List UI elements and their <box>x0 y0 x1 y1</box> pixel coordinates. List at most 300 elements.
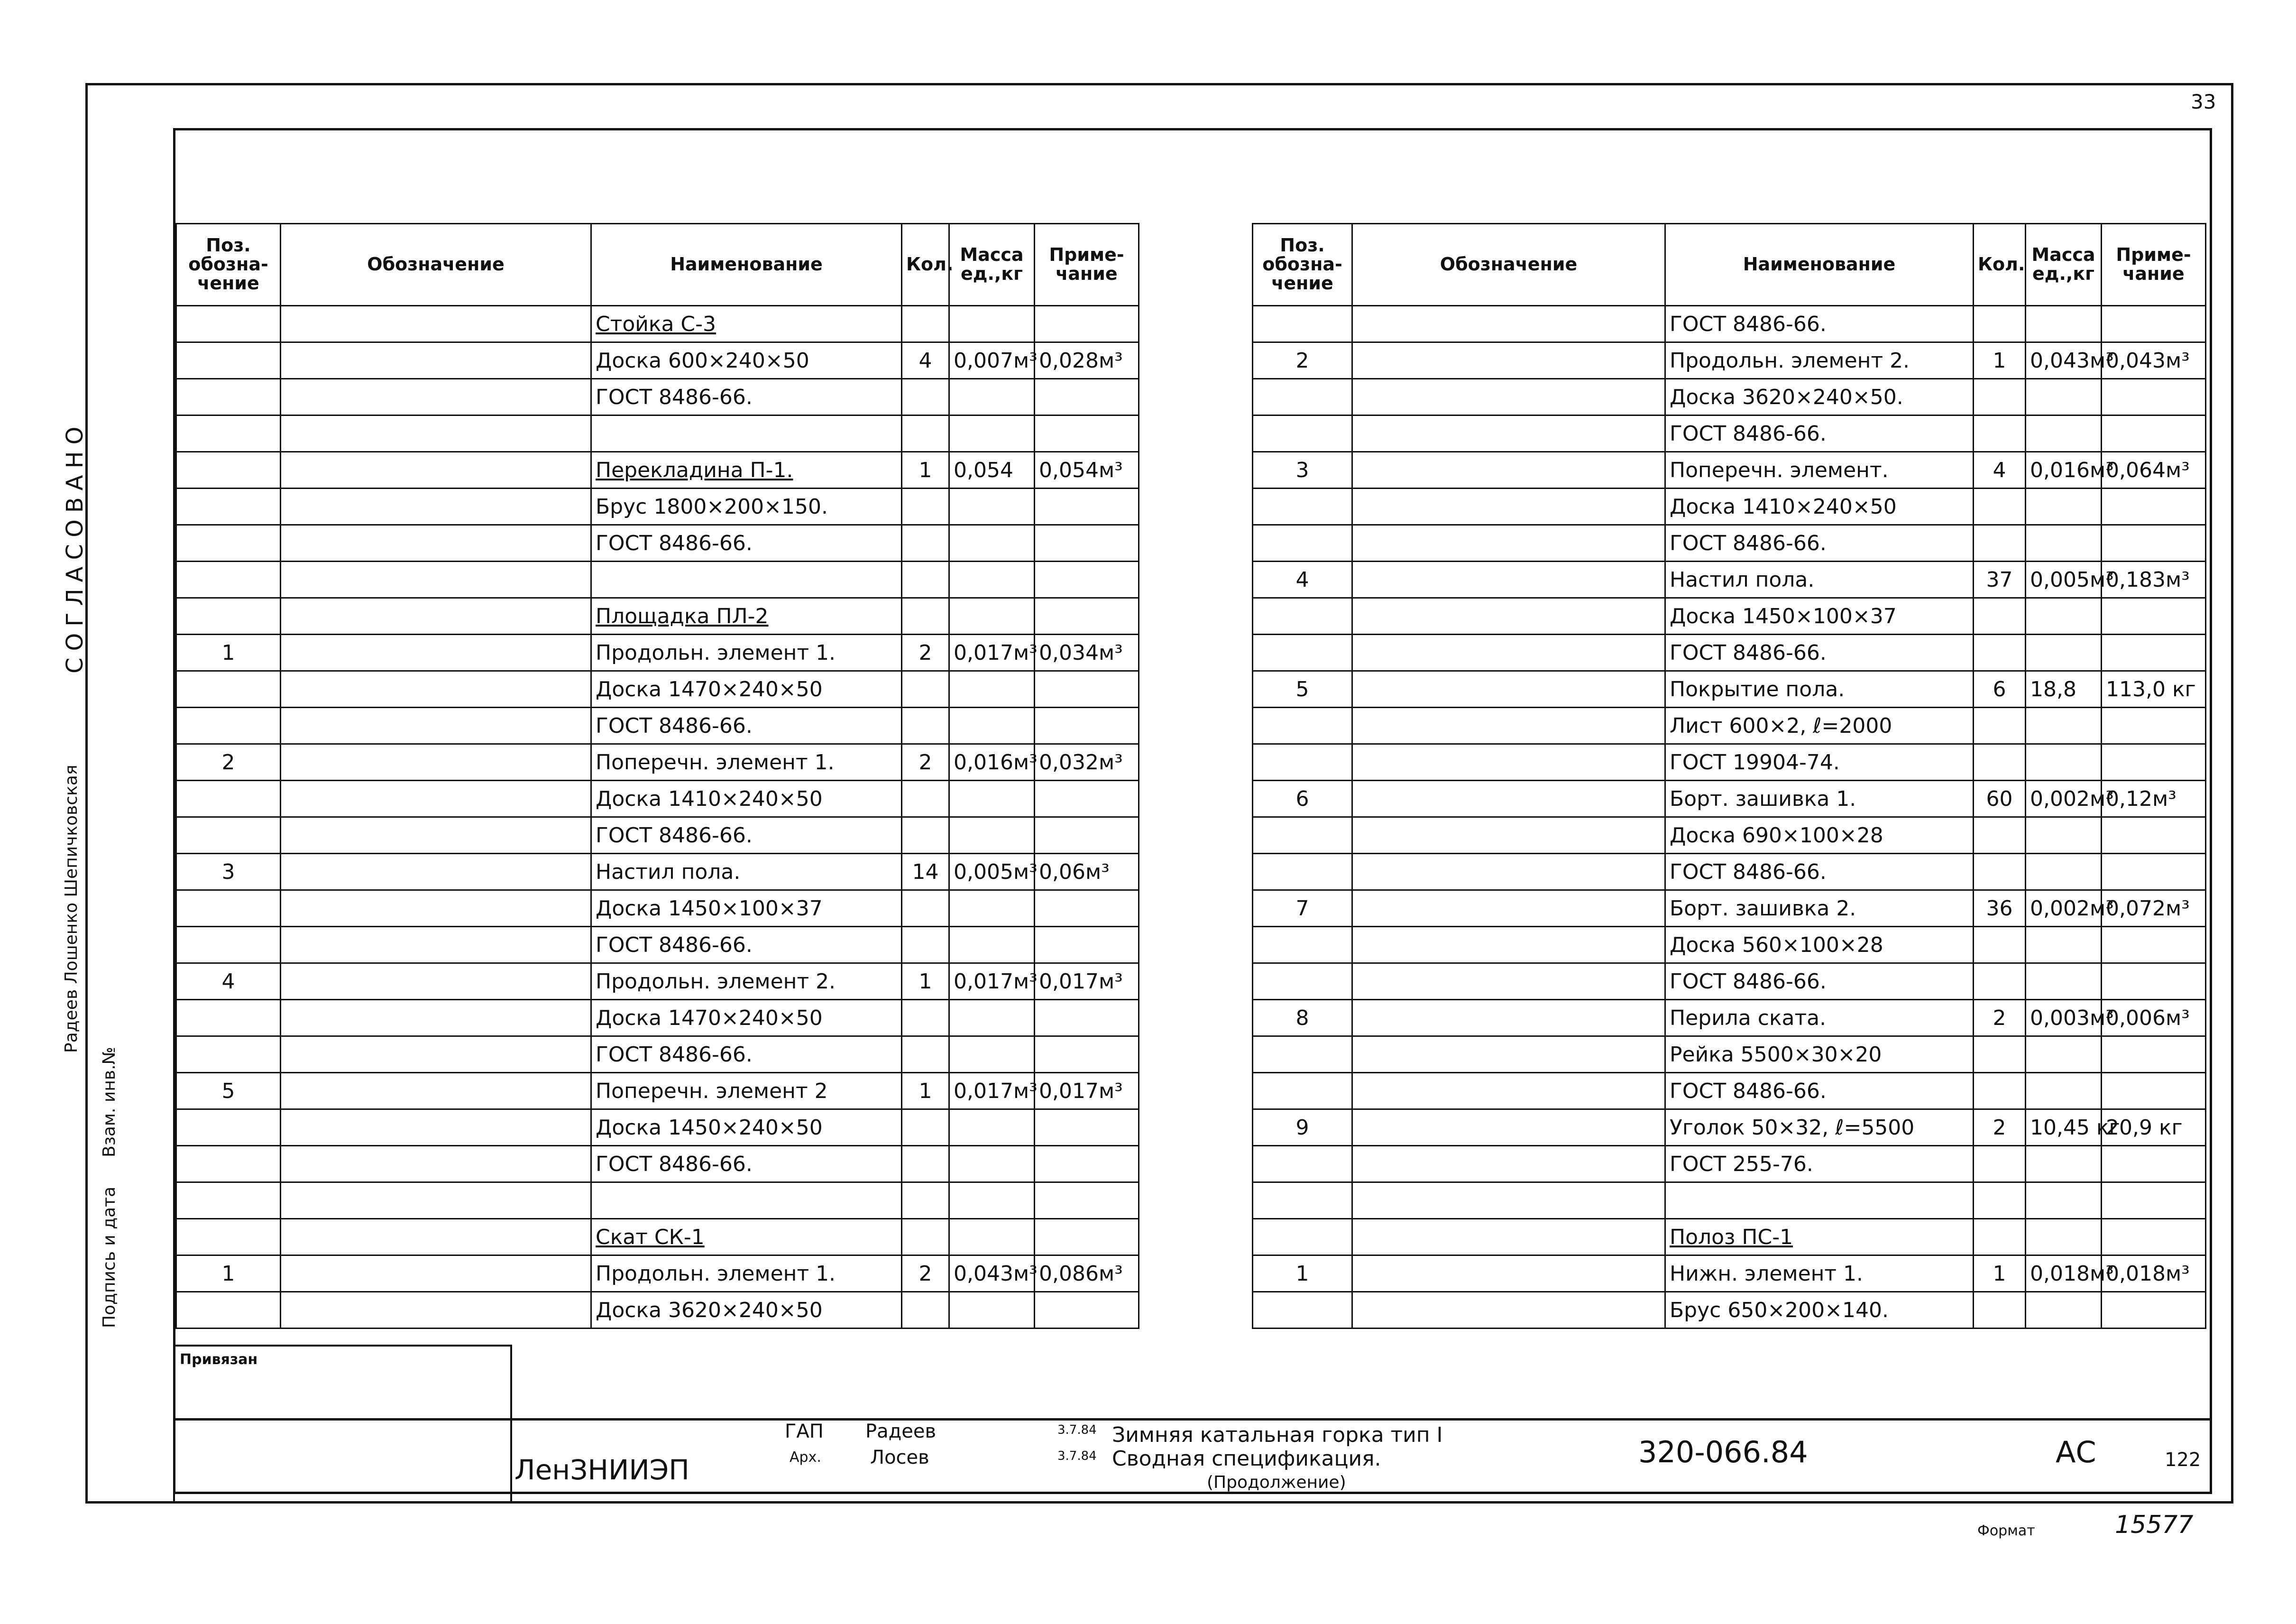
mass-cell: 0,007м³ <box>949 342 1035 379</box>
qty-cell <box>902 890 949 927</box>
table-row <box>1253 415 2206 452</box>
mass-cell <box>2026 854 2102 890</box>
pos-cell <box>1253 1292 1352 1329</box>
qty-cell: 2 <box>902 744 949 781</box>
col-name: Наименование <box>1665 224 1974 306</box>
mass-cell <box>949 415 1035 452</box>
pos-cell: 3 <box>1253 452 1352 489</box>
qty-cell <box>902 817 949 854</box>
designation-cell <box>1352 1292 1665 1329</box>
table-row <box>1253 1292 2206 1329</box>
table-row <box>1253 1073 2206 1109</box>
note-cell: 0,028м³ <box>1035 342 1139 379</box>
note-cell <box>2102 1036 2206 1073</box>
qty-cell: 1 <box>1974 342 2026 379</box>
pos-cell <box>1253 963 1352 1000</box>
pos-cell: 5 <box>176 1073 281 1109</box>
pos-cell <box>176 708 281 744</box>
note-cell: 0,064м³ <box>2102 452 2206 489</box>
table-row <box>176 306 1139 342</box>
qty-cell <box>1974 854 2026 890</box>
table-row <box>1253 489 2206 525</box>
table-row <box>176 562 1139 598</box>
note-cell <box>2102 927 2206 963</box>
designation-cell <box>1352 1000 1665 1036</box>
designation-cell <box>281 1255 591 1292</box>
pos-cell: 3 <box>176 854 281 890</box>
mass-cell <box>2026 1292 2102 1329</box>
name-cell <box>591 562 902 598</box>
pos-cell <box>176 1292 281 1329</box>
role-chief: Арх. <box>790 1449 821 1466</box>
doc-code: 320-066.84 <box>1638 1435 1808 1469</box>
qty-cell: 1 <box>902 452 949 489</box>
table-row <box>176 744 1139 781</box>
name-cell: Нижн. элемент 1. <box>1665 1255 1974 1292</box>
pos-cell <box>176 342 281 379</box>
pos-cell <box>176 452 281 489</box>
designation-cell <box>1352 562 1665 598</box>
pos-cell <box>176 525 281 562</box>
qty-cell <box>902 781 949 817</box>
table-row <box>176 1109 1139 1146</box>
name-cell: Доска 600×240×50 <box>591 342 902 379</box>
table-row <box>1253 598 2206 635</box>
name-cell: Доска 1450×240×50 <box>591 1109 902 1146</box>
table-row <box>1253 635 2206 671</box>
doc-title-2: Сводная спецификация. <box>1112 1447 1381 1471</box>
table-row <box>1253 1000 2206 1036</box>
designation-cell <box>1352 781 1665 817</box>
note-cell <box>2102 635 2206 671</box>
note-cell: 0,086м³ <box>1035 1255 1139 1292</box>
name-cell: Рейка 5500×30×20 <box>1665 1036 1974 1073</box>
note-cell <box>1035 306 1139 342</box>
mass-cell <box>2026 489 2102 525</box>
name-cell: Доска 1470×240×50 <box>591 671 902 708</box>
col-name: Наименование <box>591 224 902 306</box>
qty-cell <box>1974 598 2026 635</box>
mass-cell <box>949 306 1035 342</box>
qty-cell: 2 <box>902 635 949 671</box>
mass-cell <box>949 1182 1035 1219</box>
table-row <box>176 452 1139 489</box>
name-cell: Продольн. элемент 2. <box>1665 342 1974 379</box>
designation-cell <box>281 1073 591 1109</box>
name-cell: Полоз ПС-1 <box>1665 1219 1974 1255</box>
designation-cell <box>1352 415 1665 452</box>
table-row <box>176 1292 1139 1329</box>
name-cell: Доска 560×100×28 <box>1665 927 1974 963</box>
table-row <box>176 1073 1139 1109</box>
designation-cell <box>1352 817 1665 854</box>
pos-cell <box>1253 635 1352 671</box>
qty-cell: 60 <box>1974 781 2026 817</box>
table-row <box>176 598 1139 635</box>
mass-cell <box>2026 635 2102 671</box>
pos-cell <box>1253 744 1352 781</box>
designation-cell <box>281 635 591 671</box>
table-row <box>1253 671 2206 708</box>
mass-cell: 0,002м³ <box>2026 781 2102 817</box>
qty-cell <box>902 1146 949 1182</box>
table-row <box>176 415 1139 452</box>
qty-cell <box>1974 1292 2026 1329</box>
designation-cell <box>281 342 591 379</box>
name-cell: Доска 1410×240×50 <box>591 781 902 817</box>
designation-cell <box>281 890 591 927</box>
pos-cell: 8 <box>1253 1000 1352 1036</box>
table-row <box>176 963 1139 1000</box>
mass-cell <box>2026 1219 2102 1255</box>
name-cell: Брус 1800×200×150. <box>591 489 902 525</box>
designation-cell <box>1352 671 1665 708</box>
mass-cell <box>2026 525 2102 562</box>
pos-cell <box>1253 1182 1352 1219</box>
table-row <box>176 671 1139 708</box>
note-cell <box>1035 525 1139 562</box>
mass-cell: 0,016м³ <box>949 744 1035 781</box>
designation-cell <box>281 963 591 1000</box>
mass-cell: 18,8 <box>2026 671 2102 708</box>
designation-cell <box>281 306 591 342</box>
qty-cell <box>902 1000 949 1036</box>
name-cell: Лист 600×2, ℓ=2000 <box>1665 708 1974 744</box>
table-row <box>1253 927 2206 963</box>
mass-cell: 0,005м³ <box>2026 562 2102 598</box>
designation-cell <box>281 1109 591 1146</box>
name-cell: Поперечн. элемент 1. <box>591 744 902 781</box>
col-qty: Кол. <box>902 224 949 306</box>
mass-cell: 0,054 <box>949 452 1035 489</box>
pos-cell <box>1253 817 1352 854</box>
qty-cell <box>1974 489 2026 525</box>
note-cell <box>1035 927 1139 963</box>
qty-cell <box>902 525 949 562</box>
pos-cell <box>176 781 281 817</box>
pos-cell: 4 <box>1253 562 1352 598</box>
qty-cell: 1 <box>902 963 949 1000</box>
qty-cell <box>1974 708 2026 744</box>
note-cell <box>1035 1000 1139 1036</box>
org-name: ЛенЗНИИЭП <box>514 1454 689 1486</box>
table-row <box>1253 1255 2206 1292</box>
pos-cell <box>176 415 281 452</box>
note-cell <box>1035 415 1139 452</box>
name-cell: ГОСТ 255-76. <box>1665 1146 1974 1182</box>
name-cell <box>591 1182 902 1219</box>
pos-cell <box>176 379 281 415</box>
pos-cell: 1 <box>1253 1255 1352 1292</box>
note-cell <box>1035 379 1139 415</box>
name-cell: Поперечн. элемент 2 <box>591 1073 902 1109</box>
note-cell <box>2102 1219 2206 1255</box>
qty-cell <box>902 562 949 598</box>
format-label: Формат <box>1977 1522 2035 1539</box>
role-gap: ГАП <box>785 1421 824 1442</box>
pos-cell: 2 <box>1253 342 1352 379</box>
designation-cell <box>281 1146 591 1182</box>
side-agreed: СОГЛАСОВАНО <box>62 420 88 674</box>
table-row <box>176 817 1139 854</box>
pos-cell <box>176 1000 281 1036</box>
pos-cell: 7 <box>1253 890 1352 927</box>
name-cell: Продольн. элемент 1. <box>591 635 902 671</box>
designation-cell <box>281 817 591 854</box>
table-row <box>176 1000 1139 1036</box>
qty-cell <box>1974 379 2026 415</box>
col-designation: Обозначение <box>1352 224 1665 306</box>
pos-cell <box>176 489 281 525</box>
table-row <box>1253 452 2206 489</box>
name-cell: Доска 1450×100×37 <box>1665 598 1974 635</box>
note-cell <box>2102 489 2206 525</box>
designation-cell <box>1352 525 1665 562</box>
date-1: 3.7.84 <box>1057 1423 1097 1437</box>
designation-cell <box>281 1000 591 1036</box>
mass-cell <box>949 379 1035 415</box>
col-mass: Масса ед.,кг <box>2026 224 2102 306</box>
qty-cell <box>1974 1219 2026 1255</box>
mass-cell <box>2026 1182 2102 1219</box>
table-row <box>176 708 1139 744</box>
note-cell: 0,072м³ <box>2102 890 2206 927</box>
qty-cell <box>1974 744 2026 781</box>
name-cell: ГОСТ 8486-66. <box>1665 635 1974 671</box>
designation-cell <box>1352 1146 1665 1182</box>
table-row <box>176 781 1139 817</box>
qty-cell <box>1974 927 2026 963</box>
table-row <box>1253 1109 2206 1146</box>
mass-cell <box>2026 415 2102 452</box>
qty-cell: 6 <box>1974 671 2026 708</box>
table-row <box>176 489 1139 525</box>
pos-cell <box>1253 525 1352 562</box>
mass-cell <box>949 1292 1035 1329</box>
mass-cell: 10,45 кг <box>2026 1109 2102 1146</box>
name-cell: ГОСТ 8486-66. <box>591 379 902 415</box>
col-designation: Обозначение <box>281 224 591 306</box>
table-row <box>176 1182 1139 1219</box>
col-note: Приме- чание <box>1035 224 1139 306</box>
table-row <box>1253 1146 2206 1182</box>
qty-cell: 2 <box>1974 1109 2026 1146</box>
note-cell <box>2102 525 2206 562</box>
mass-cell <box>949 598 1035 635</box>
doc-title-3: (Продолжение) <box>1207 1473 1346 1492</box>
mass-cell <box>2026 927 2102 963</box>
pos-cell <box>176 1219 281 1255</box>
designation-cell <box>281 598 591 635</box>
table-row <box>1253 342 2206 379</box>
qty-cell <box>1974 525 2026 562</box>
stage: АС <box>2056 1435 2096 1469</box>
note-cell: 0,017м³ <box>1035 963 1139 1000</box>
side-names: Радеев Лошенко Шепичковская <box>62 765 81 1053</box>
designation-cell <box>1352 890 1665 927</box>
qty-cell <box>902 1036 949 1073</box>
mass-cell: 0,018м³ <box>2026 1255 2102 1292</box>
mass-cell: 0,017м³ <box>949 1073 1035 1109</box>
name-cell <box>591 415 902 452</box>
mass-cell: 0,003м³ <box>2026 1000 2102 1036</box>
mass-cell: 0,017м³ <box>949 635 1035 671</box>
table-row <box>176 854 1139 890</box>
qty-cell <box>1974 415 2026 452</box>
name-cell: ГОСТ 8486-66. <box>1665 525 1974 562</box>
qty-cell <box>902 1219 949 1255</box>
side-inv: Взам. инв.№ <box>100 1047 119 1157</box>
qty-cell: 1 <box>1974 1255 2026 1292</box>
qty-cell <box>902 1109 949 1146</box>
note-cell <box>2102 379 2206 415</box>
note-cell <box>1035 1036 1139 1073</box>
designation-cell <box>1352 379 1665 415</box>
pos-cell <box>1253 306 1352 342</box>
note-cell <box>2102 306 2206 342</box>
qty-cell <box>902 598 949 635</box>
mass-cell <box>949 1219 1035 1255</box>
table-row <box>1253 744 2206 781</box>
col-note: Приме- чание <box>2102 224 2206 306</box>
mass-cell <box>2026 1073 2102 1109</box>
pos-cell: 2 <box>176 744 281 781</box>
pos-cell: 9 <box>1253 1109 1352 1146</box>
name-cell: Доска 690×100×28 <box>1665 817 1974 854</box>
name-cell: Перила ската. <box>1665 1000 1974 1036</box>
mass-cell <box>2026 708 2102 744</box>
name-cell <box>1665 1182 1974 1219</box>
name-cell: Борт. зашивка 1. <box>1665 781 1974 817</box>
designation-cell <box>1352 927 1665 963</box>
pos-cell <box>1253 1146 1352 1182</box>
table-row <box>1253 854 2206 890</box>
name-cell: Доска 3620×240×50. <box>1665 379 1974 415</box>
designation-cell <box>281 708 591 744</box>
qty-cell <box>1974 1146 2026 1182</box>
qty-cell: 4 <box>1974 452 2026 489</box>
designation-cell <box>1352 708 1665 744</box>
bound-label: Привязан <box>180 1351 258 1368</box>
mass-cell <box>2026 744 2102 781</box>
designation-cell <box>1352 1073 1665 1109</box>
name-cell: Покрытие пола. <box>1665 671 1974 708</box>
designation-cell <box>281 671 591 708</box>
pos-cell: 4 <box>176 963 281 1000</box>
mass-cell <box>949 927 1035 963</box>
name-cell: ГОСТ 8486-66. <box>591 708 902 744</box>
designation-cell <box>1352 1109 1665 1146</box>
pos-cell <box>1253 927 1352 963</box>
note-cell <box>1035 1146 1139 1182</box>
designation-cell <box>1352 744 1665 781</box>
note-cell: 0,054м³ <box>1035 452 1139 489</box>
designation-cell <box>1352 1255 1665 1292</box>
note-cell <box>1035 817 1139 854</box>
mass-cell <box>949 890 1035 927</box>
pos-cell <box>1253 598 1352 635</box>
pos-cell <box>176 562 281 598</box>
name-cell: Настил пола. <box>591 854 902 890</box>
note-cell <box>2102 598 2206 635</box>
designation-cell <box>1352 598 1665 635</box>
pos-cell <box>1253 415 1352 452</box>
name-cell: Продольн. элемент 2. <box>591 963 902 1000</box>
note-cell <box>1035 1182 1139 1219</box>
name-cell: Скат СК-1 <box>591 1219 902 1255</box>
title-block <box>173 1418 2212 1504</box>
name-cell: ГОСТ 8486-66. <box>591 817 902 854</box>
name-cell: Уголок 50×32, ℓ=5500 <box>1665 1109 1974 1146</box>
note-cell: 0,018м³ <box>2102 1255 2206 1292</box>
designation-cell <box>281 744 591 781</box>
name-cell: ГОСТ 8486-66. <box>1665 306 1974 342</box>
mass-cell <box>949 708 1035 744</box>
note-cell <box>1035 890 1139 927</box>
designation-cell <box>281 525 591 562</box>
name-cell: Настил пола. <box>1665 562 1974 598</box>
table-row <box>1253 817 2206 854</box>
format-num: 15577 <box>2115 1511 2194 1539</box>
qty-cell: 2 <box>1974 1000 2026 1036</box>
designation-cell <box>281 1182 591 1219</box>
name-cell: ГОСТ 8486-66. <box>591 525 902 562</box>
name-cell: Брус 650×200×140. <box>1665 1292 1974 1329</box>
qty-cell <box>902 708 949 744</box>
note-cell <box>2102 1292 2206 1329</box>
qty-cell: 14 <box>902 854 949 890</box>
qty-cell <box>902 671 949 708</box>
sheet-number: 122 <box>2165 1449 2201 1471</box>
name-cell: Перекладина П-1. <box>591 452 902 489</box>
table-row <box>1253 708 2206 744</box>
page-number: 33 <box>2191 90 2216 113</box>
mass-cell <box>949 525 1035 562</box>
pos-cell <box>176 671 281 708</box>
mass-cell <box>949 1000 1035 1036</box>
qty-cell <box>1974 1036 2026 1073</box>
qty-cell <box>902 1182 949 1219</box>
note-cell <box>1035 489 1139 525</box>
col-pos: Поз. обозна- чение <box>176 224 281 306</box>
name-cell: ГОСТ 8486-66. <box>1665 415 1974 452</box>
mass-cell: 0,043м³ <box>2026 342 2102 379</box>
qty-cell <box>902 927 949 963</box>
qty-cell <box>1974 963 2026 1000</box>
table-row <box>176 1255 1139 1292</box>
mass-cell <box>2026 379 2102 415</box>
table-row <box>176 635 1139 671</box>
pos-cell <box>176 1146 281 1182</box>
qty-cell: 1 <box>902 1073 949 1109</box>
mass-cell <box>949 671 1035 708</box>
mass-cell <box>2026 1036 2102 1073</box>
note-cell <box>1035 562 1139 598</box>
table-row <box>1253 1219 2206 1255</box>
note-cell: 0,06м³ <box>1035 854 1139 890</box>
qty-cell: 4 <box>902 342 949 379</box>
note-cell: 113,0 кг <box>2102 671 2206 708</box>
designation-cell <box>281 379 591 415</box>
col-pos: Поз. обозна- чение <box>1253 224 1352 306</box>
left-spec-table <box>175 223 1139 1329</box>
name-cell: ГОСТ 8486-66. <box>591 1146 902 1182</box>
name-cell: Площадка ПЛ-2 <box>591 598 902 635</box>
name-cell: ГОСТ 8486-66. <box>591 927 902 963</box>
pos-cell: 1 <box>176 635 281 671</box>
mass-cell <box>2026 963 2102 1000</box>
mass-cell: 0,017м³ <box>949 963 1035 1000</box>
